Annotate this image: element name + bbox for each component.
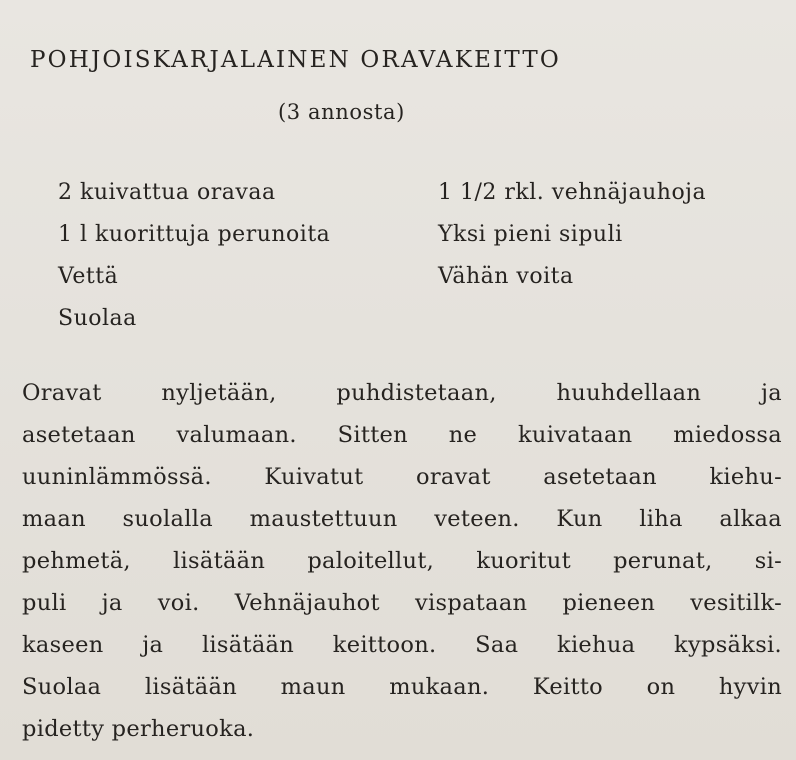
ingredient-item: 1 l kuorittuja perunoita — [58, 222, 331, 247]
method-line: pehmetä, lisätään paloitellut, kuoritut perunat, si- — [22, 548, 782, 574]
ingredients-left-column — [58, 172, 330, 340]
ingredient-item: Yksi pieni sipuli — [438, 222, 623, 247]
method-line: pidetty perheruoka. — [22, 716, 255, 742]
method-line: Oravat nyljetään, puhdistetaan, huuhdellaan ja — [22, 380, 782, 406]
ingredient-item: 2 kuivattua oravaa — [58, 180, 276, 205]
ingredient-item: Vähän voita — [438, 264, 574, 289]
servings-label: (3 annosta) — [278, 100, 405, 124]
method-line: puli ja voi. Vehnäjauhot vispataan pieneen vesitilk- — [22, 590, 782, 616]
ingredient-item: Vettä — [58, 264, 119, 289]
ingredients-right-column — [438, 172, 706, 298]
method-line: asetetaan valumaan. Sitten ne kuivataan miedossa — [22, 422, 782, 448]
recipe-title: POHJOISKARJALAINEN ORAVAKEITTO — [30, 47, 561, 73]
method-line: Suolaa lisätään maun mukaan. Keitto on hyvin — [22, 674, 782, 700]
method-line: maan suolalla maustettuun veteen. Kun liha alkaa — [22, 506, 782, 532]
method-line: uuninlämmössä. Kuivatut oravat asetetaan kiehu- — [22, 464, 782, 490]
method-paragraph — [22, 372, 782, 750]
method-line: kaseen ja lisätään keittoon. Saa kiehua kypsäksi. — [22, 632, 782, 658]
ingredient-item: 1 1/2 rkl. vehnäjauhoja — [438, 180, 707, 205]
ingredient-item: Suolaa — [58, 306, 137, 331]
